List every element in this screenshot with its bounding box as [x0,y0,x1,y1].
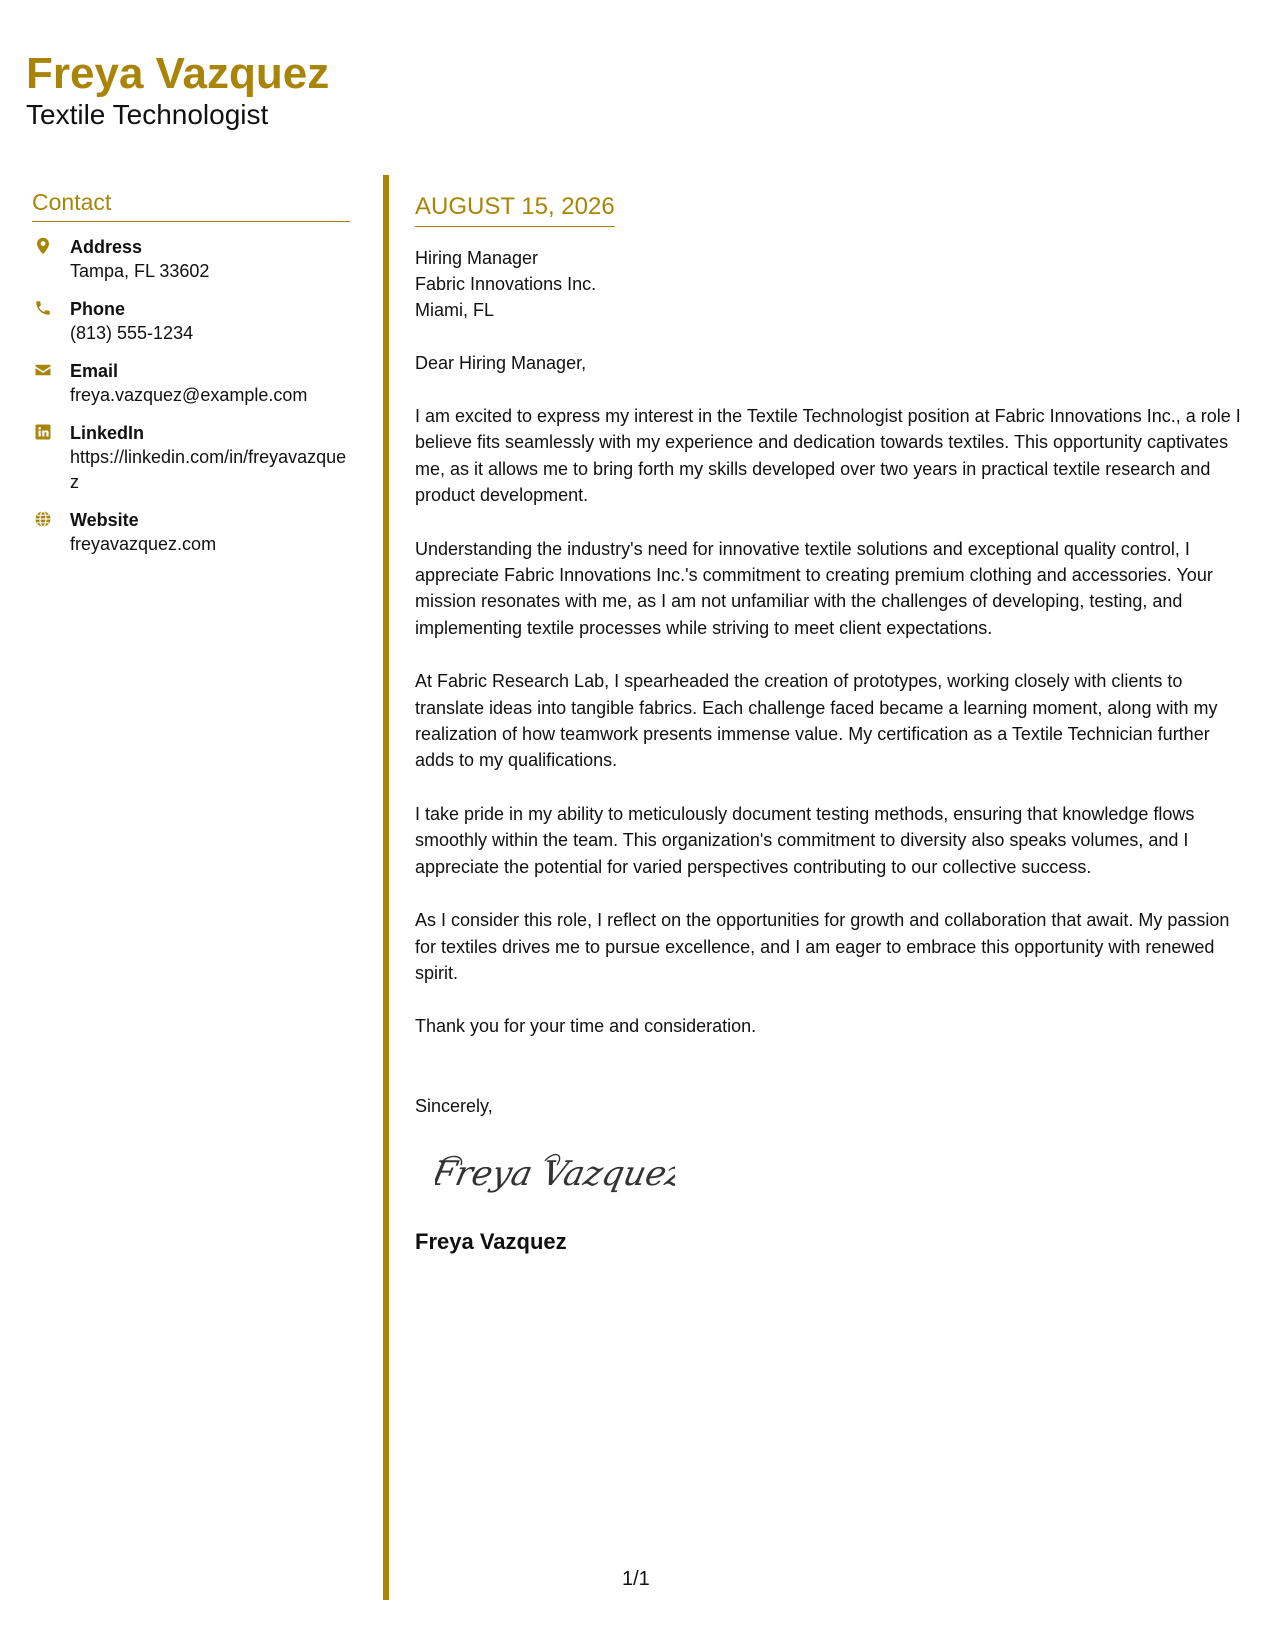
signature-text: Freya Vazquez [435,1154,675,1194]
letter-date: AUGUST 15, 2026 [415,192,615,227]
contact-value-email[interactable]: freya.vazquez@example.com [70,385,308,405]
vertical-divider [383,175,389,1600]
contact-label-address: Address [70,237,143,257]
contact-item-website [32,508,350,557]
recipient-line: Hiring Manager [415,248,539,268]
globe-icon [34,510,52,528]
recipient-block [415,245,1250,323]
contact-item-email [32,359,350,408]
letter-paragraph: As I consider this role, I reflect on the opportunities for growth and collaboration that await. My passion for textiles drives me to pursue excellence, and I am eager to embrace this opportunity with renewed spirit. [415,910,1230,983]
contact-item-linkedin [32,421,350,495]
applicant-name: Freya Vazquez [26,49,330,98]
contact-value-phone[interactable]: (813) 555-1234 [70,323,194,343]
map-pin-icon [34,237,52,255]
contact-value-address: Tampa, FL 33602 [70,261,210,281]
contact-item-phone [32,297,350,346]
signer-name: Freya Vazquez [415,1228,567,1254]
recipient-line: Fabric Innovations Inc. [415,274,597,294]
envelope-icon [34,361,52,379]
letter-paragraph: Thank you for your time and consideration. [415,1016,757,1037]
letter-paragraph: Understanding the industry's need for innovative textile solutions and exceptional quality control, I appreciate Fabric Innovations Inc.'s commitment to creating premium clothing and accessories. Your mission resonates with me, as I am not unfamiliar with the challenges of developing, testing, and implementing textile processes while striving to meet client expectations. [415,538,1213,638]
contact-value-linkedin[interactable]: https://linkedin.com/in/freyavazquez [70,447,347,492]
contact-label-email: Email [70,361,119,381]
phone-icon [34,299,52,317]
recipient-line: Miami, FL [415,300,495,320]
linkedin-icon [34,423,52,441]
letter-paragraph: I take pride in my ability to meticulously document testing methods, ensuring that knowledge flows smoothly within the team. This organization's commitment to diversity also speaks volumes, and I appreciate the potential for varied perspectives contributing to our collective success. [415,803,1195,877]
contact-item-address [32,235,350,284]
contact-heading: Contact [32,188,350,222]
signature-image [435,1143,675,1203]
contact-label-phone: Phone [70,299,126,319]
closing: Sincerely, [415,1095,493,1116]
letter-body [415,192,1250,1256]
letter-paragraph: At Fabric Research Lab, I spearheaded the creation of prototypes, working closely with clients to translate ideas into tangible fabrics. Each challenge faced became a learning moment, along with my realization of how teamwork presents immense value. My certification as a Textile Technician further adds to my qualifications. [415,671,1218,771]
letter-paragraph: I am excited to express my interest in the Textile Technologist position at Fabric Innovations Inc., a role I believe fits seamlessly with my experience and dedication towards textiles. This opportunity captivates me, as it allows me to bring forth my skills developed over two years in practical textile research and product development. [415,406,1241,506]
page-number: 1/1 [622,1568,650,1590]
applicant-job-title: Textile Technologist [26,99,269,130]
contact-sidebar [32,188,350,557]
contact-value-website[interactable]: freyavazquez.com [70,534,217,554]
contact-label-linkedin: LinkedIn [70,423,145,443]
salutation: Dear Hiring Manager, [415,353,587,373]
contact-label-website: Website [70,510,139,530]
